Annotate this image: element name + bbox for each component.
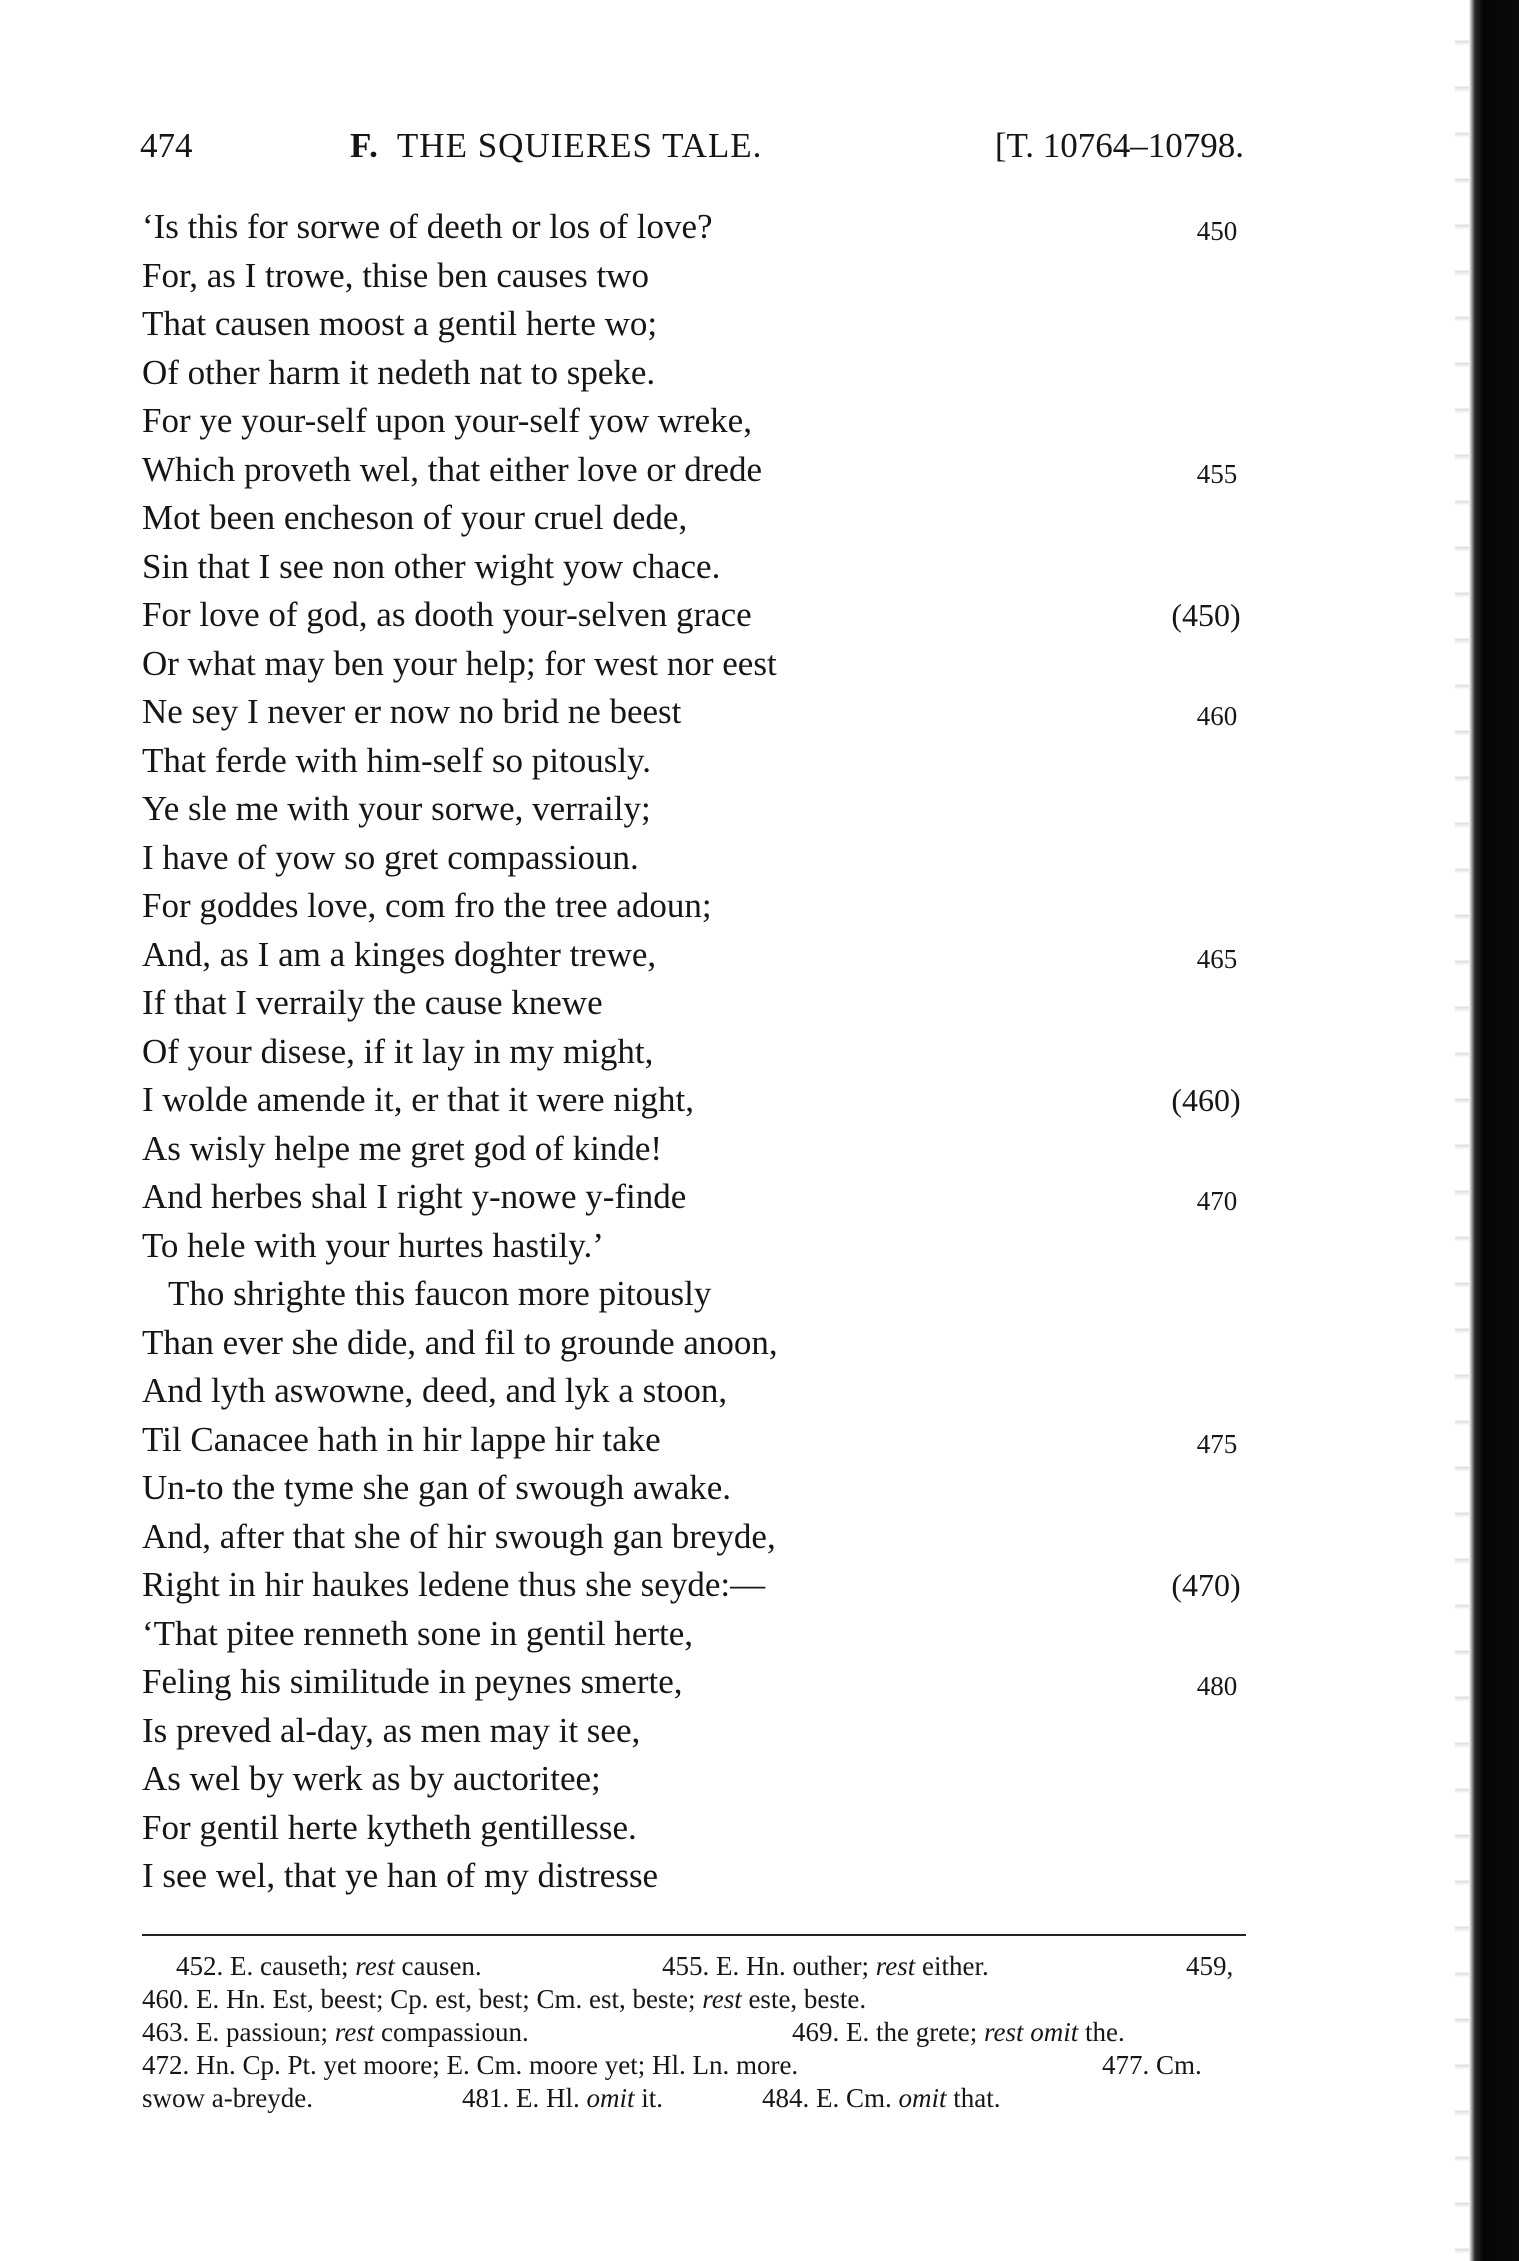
verse-line: And herbes shal I right y-nowe y-finde 470	[0, 1173, 1519, 1222]
verse-line: Sin that I see non other wight yow chace.	[142, 546, 721, 586]
line-number: 470	[1196, 1186, 1238, 1216]
line-number-alt: (470)	[1171, 1567, 1241, 1603]
note: 452. E. causeth; rest causen.	[176, 1951, 482, 1981]
textual-notes	[142, 1950, 1246, 2115]
verse-line: And, as I am a kinges doghter trewe, 465	[0, 931, 1519, 980]
verse-line: For goddes love, com fro the tree adoun;	[142, 886, 712, 925]
line-number: 450	[1196, 216, 1238, 246]
line-number: 475	[1196, 1428, 1238, 1459]
verse-line: As wisly helpe me gret god of kinde!	[142, 1128, 663, 1168]
line-number: 480	[1196, 1671, 1238, 1701]
verse-line: Ne sey I never er now no brid ne beest 460	[0, 688, 1519, 737]
note: swow a-breyde.	[142, 2083, 313, 2113]
poem-text	[0, 203, 1519, 1901]
note: 484. E. Cm. omit that.	[762, 2083, 1001, 2113]
verse-line: Of other harm it nedeth nat to speke.	[142, 352, 656, 392]
verse-line: I have of yow so gret compassioun.	[142, 837, 639, 877]
note: 463. E. passioun; rest compassioun.	[142, 2017, 529, 2047]
note: 460. E. Hn. Est, beest; Cp. est, best; Cm. est, beste; rest este, beste.	[142, 1984, 867, 2014]
note-line	[142, 2016, 1246, 2049]
line-number-alt: (460)	[1171, 1082, 1241, 1118]
verse-line: I wolde amende it, er that it were night, (460)	[0, 1076, 1519, 1125]
verse-line: Than ever she dide, and fil to grounde anoon,	[142, 1322, 778, 1362]
section-letter: F.	[350, 126, 379, 165]
note: 469. E. the grete; rest omit the.	[792, 2017, 1125, 2047]
verse-line: Is preved al-day, as men may it see,	[142, 1710, 641, 1750]
verse-line: For, as I trowe, thise ben causes two	[142, 255, 649, 295]
note-line	[142, 1950, 1246, 1983]
verse-line: To hele with your hurtes hastily.’	[142, 1225, 604, 1265]
line-number-alt: (450)	[1171, 597, 1241, 633]
line-number: 455	[1196, 458, 1238, 489]
running-header	[140, 120, 1244, 172]
footnote-rule	[142, 1934, 1246, 1936]
verse-line: Which proveth wel, that either love or drede 455	[0, 446, 1519, 495]
note-line	[142, 1983, 1246, 2016]
verse-line: As wel by werk as by auctoritee;	[142, 1759, 601, 1798]
verse-line: Til Canacee hath in hir lappe hir take 475	[0, 1416, 1519, 1465]
note: 472. Hn. Cp. Pt. yet moore; E. Cm. moore yet; Hl. Ln. more.	[142, 2050, 799, 2080]
verse-line: Mot been encheson of your cruel dede,	[142, 498, 688, 537]
line-number: 460	[1196, 701, 1238, 731]
line-number: 465	[1196, 943, 1238, 974]
tale-title: THE SQUIERES TALE.	[396, 126, 763, 165]
verse-line: ‘Is this for sorwe of deeth or los of love? 450	[0, 203, 1519, 252]
verse-line: Or what may ben your help; for west nor eest	[142, 643, 777, 683]
verse-line: For gentil herte kytheth gentillesse.	[142, 1807, 637, 1847]
note: 481. E. Hl. omit it.	[462, 2083, 664, 2113]
verse-line: ‘That pitee renneth sone in gentil herte,	[142, 1613, 694, 1653]
verse-line: Ye sle me with your sorwe, verraily;	[142, 789, 651, 828]
note: 459,	[1186, 1951, 1234, 1981]
note-line	[142, 2082, 1246, 2115]
verse-line: I see wel, that ye han of my distresse	[142, 1856, 659, 1895]
verse-line: That causen moost a gentil herte wo;	[142, 304, 658, 343]
verse-line: That ferde with him-self so pitously.	[142, 740, 652, 780]
verse-line: And, after that she of hir swough gan breyde,	[142, 1516, 776, 1556]
verse-line: Tho shrighte this faucon more pitously	[168, 1274, 712, 1313]
verse-line: Right in hir haukes ledene thus she seyde:— (470)	[0, 1561, 1519, 1610]
note: 477. Cm.	[1102, 2050, 1202, 2080]
page-number: 474	[140, 126, 193, 165]
verse-line: And lyth aswowne, deed, and lyk a stoon,	[142, 1371, 728, 1410]
verse-line: For ye your-self upon your-self yow wreke,	[142, 401, 752, 440]
verse-line: Un-to the tyme she gan of swough awake.	[142, 1468, 732, 1507]
line-reference: [T. 10764–10798.	[994, 126, 1244, 165]
verse-line: Of your disese, if it lay in my might,	[142, 1031, 654, 1071]
note-line	[142, 2049, 1246, 2082]
verse-line: For love of god, as dooth your-selven grace (450)	[0, 591, 1519, 640]
verse-line: Feling his similitude in peynes smerte, 480	[0, 1658, 1519, 1707]
verse-line: If that I verraily the cause knewe	[142, 983, 603, 1022]
note: 455. E. Hn. outher; rest either.	[662, 1951, 989, 1981]
page-title	[350, 120, 762, 172]
